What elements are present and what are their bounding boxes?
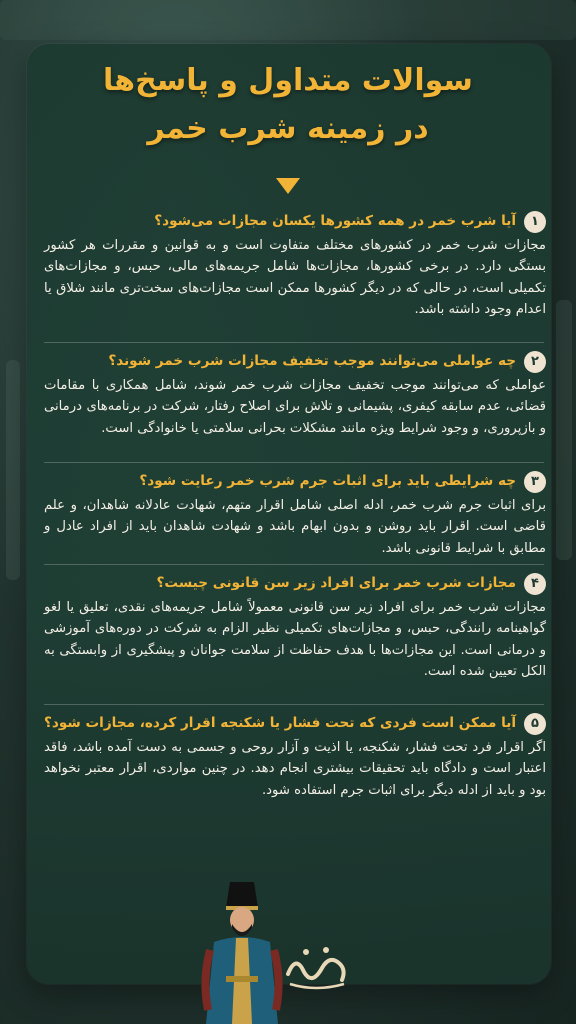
faq-item-4 — [38, 572, 546, 683]
faq-item-5 — [38, 712, 546, 801]
background-shelf — [0, 0, 576, 40]
page-title-line-1: سوالات متداول و پاسخ‌ها — [103, 63, 473, 98]
faq-answer: اگر اقرار فرد تحت فشار، شکنجه، یا اذیت و آزار روحی و جسمی به دست آمده باشد، فاقد اعتبار است و دادگاه باید تحقیقات بیشتری انجام دهد. در چنین مواردی، اقرار معتبر نخواهد بود و باید از ادله دیگر برای اثبات جرم استفاده شود. — [44, 740, 546, 798]
faq-question: چه عواملی می‌توانند موجب تخفیف مجازات شرب خمر شوند؟ — [108, 353, 516, 369]
faq-number-badge: ۳ — [524, 471, 546, 493]
faq-item-2 — [38, 350, 546, 439]
faq-answer: مجازات شرب خمر در کشورهای مختلف متفاوت است و به قوانین و مقررات هر کشور بستگی دارد. در برخی کشورها، مجازات‌ها شامل جریمه‌های مالی، حبس، و مجازات‌های تکمیلی است، در حالی که در دیگر کشورها ممکن است مجازات‌های سخت‌تری مانند شلاق یا اعدام وجود داشته باشد. — [44, 238, 546, 318]
faq-divider — [44, 342, 544, 343]
faq-answer: عواملی که می‌توانند موجب تخفیف مجازات شرب خمر شوند، شامل همکاری با مقامات قضائی، عدم سابقه کیفری، پشیمانی و تلاش برای اصلاح رفتار، شرکت در برنامه‌های درمانی و بازپروری، و وجود شرایط ویژه مانند مشکلات بحرانی سلامتی یا خانوادگی است. — [44, 378, 546, 436]
down-triangle-icon — [276, 178, 300, 194]
faq-answer: مجازات شرب خمر برای افراد زیر سن قانونی معمولاً شامل جریمه‌های نقدی، تعلیق یا لغو گواهینامه رانندگی، حبس، و مجازات‌های تکمیلی نظیر الزام به شرکت در دوره‌های آموزشی و درمانی است. این مجازات‌ها با هدف حفاظت از سلامت جوانان و پیشگیری از وابستگی به الکل تعیین شده است. — [44, 600, 546, 680]
faq-answer: برای اثبات جرم شرب خمر، ادله اصلی شامل اقرار متهم، شهادت عادلانه شاهدان، و علم قاضی است. اقرار باید روشن و بدون ابهام باشد و شهادت شاهدان باید از افراد عادل و مطابق با شرایط قانونی باشد. — [44, 498, 546, 556]
page-title-line-2: در زمینه شرب خمر — [147, 111, 429, 146]
background-book — [556, 300, 572, 560]
faq-number-badge: ۲ — [524, 351, 546, 373]
faq-number-badge: ۵ — [524, 713, 546, 735]
faq-number-badge: ۴ — [524, 573, 546, 595]
faq-divider — [44, 704, 544, 705]
vakilika-logo — [282, 934, 352, 994]
faq-divider — [44, 564, 544, 565]
background-book — [6, 360, 20, 580]
faq-question: چه شرایطی باید برای اثبات جرم شرب خمر رعایت شود؟ — [139, 473, 516, 489]
faq-question: مجازات شرب خمر برای افراد زیر سن قانونی چیست؟ — [156, 575, 516, 591]
faq-question: آیا ممکن است فردی که تحت فشار یا شکنجه اقرار کرده، مجازات شود؟ — [44, 715, 516, 731]
faq-question: آیا شرب خمر در همه کشورها یکسان مجازات می‌شود؟ — [154, 213, 516, 229]
faq-item-3 — [38, 470, 546, 559]
qajar-figure-illustration — [196, 880, 288, 1024]
faq-item-1 — [38, 210, 546, 321]
faq-number-badge: ۱ — [524, 211, 546, 233]
faq-divider — [44, 462, 544, 463]
